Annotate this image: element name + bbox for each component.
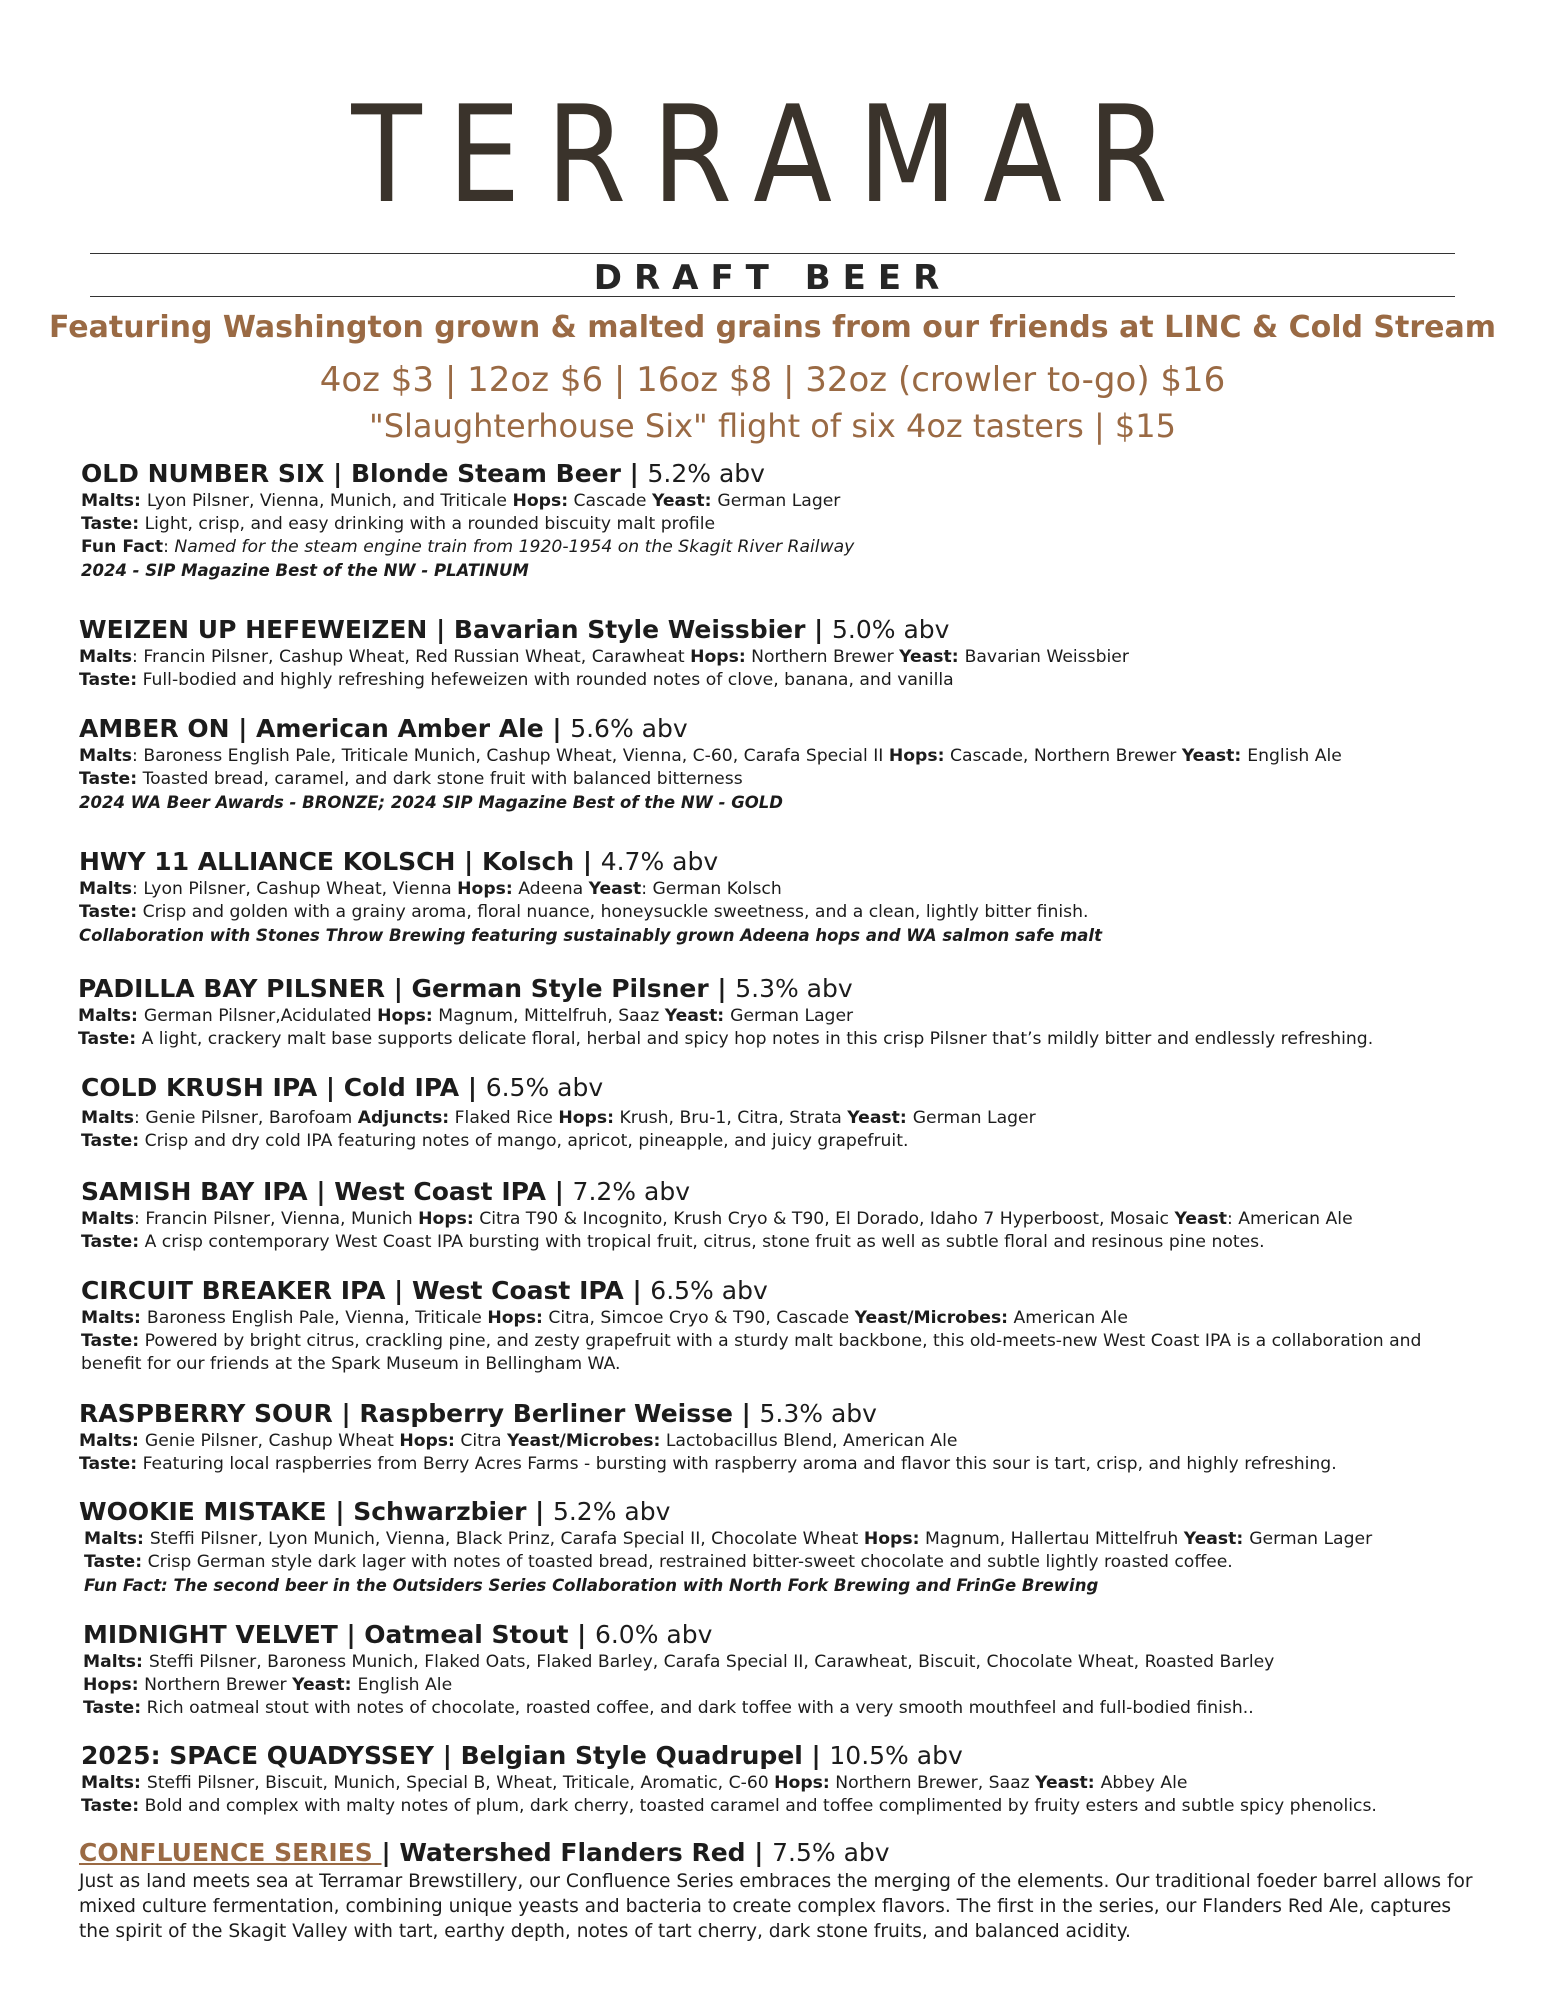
- beer-taste: Taste: Bold and complex with malty notes of plum, dark cherry, toasted caramel and toffee complimented by fruity esters and subtle spicy phenolics.: [81, 1796, 1377, 1816]
- beer-heading: WOOKIE MISTAKE | Schwarzbier | 5.2% abv: [79, 1497, 671, 1526]
- beer-weizen-up: [79, 614, 1545, 692]
- beer-samish-bay-ipa: [81, 1176, 1545, 1254]
- beer-taste: Taste: A crisp contemporary West Coast IPA bursting with tropical fruit, citrus, stone fruit as well as subtle floral and resinous pine notes.: [81, 1232, 1265, 1252]
- flight-line: "Slaughterhouse Six" flight of six 4oz tasters | $15: [369, 407, 1176, 445]
- beer-malts: Malts: Steffi Pilsner, Baroness Munich, Flaked Oats, Flaked Barley, Carafa Special II, Carawheat, Biscuit, Chocolate Wheat, Roasted Barley: [83, 1652, 1275, 1672]
- beer-heading: OLD NUMBER SIX | Blonde Steam Beer | 5.2% abv: [81, 459, 765, 488]
- beer-ingredients: Malts: Baroness English Pale, Triticale Munich, Cashup Wheat, Vienna, C-60, Carafa Special II Hops: Cascade, Northern Brewer Yeast: English Ale: [79, 746, 1342, 766]
- beer-heading: MIDNIGHT VELVET | Oatmeal Stout | 6.0% abv: [83, 1620, 713, 1649]
- beer-fun-fact: Fun Fact: Named for the steam engine train from 1920-1954 on the Skagit River Railway: [81, 537, 855, 557]
- beer-padilla-bay-pilsner: [78, 973, 1545, 1051]
- beer-heading: COLD KRUSH IPA | Cold IPA | 6.5% abv: [81, 1073, 604, 1102]
- beer-ingredients: Malts: Francin Pilsner, Cashup Wheat, Red Russian Wheat, Carawheat Hops: Northern Brewer Yeast: Bavarian Weissbier: [79, 647, 1129, 667]
- beer-cold-krush-ipa: [81, 1072, 1545, 1153]
- confluence-series-link[interactable]: CONFLUENCE SERIES: [79, 1838, 382, 1867]
- beer-heading: WEIZEN UP HEFEWEIZEN | Bavarian Style Weissbier | 5.0% abv: [79, 615, 950, 644]
- beer-space-quadyssey: [81, 1740, 1545, 1818]
- beer-heading: AMBER ON | American Amber Ale | 5.6% abv: [79, 714, 688, 743]
- beer-taste-continued: benefit for our friends at the Spark Museum in Bellingham WA.: [81, 1354, 621, 1374]
- beer-ingredients: Malts: Baroness English Pale, Vienna, Triticale Hops: Citra, Simcoe Cryo & T90, Cascade Yeast/Microbes: American Ale: [81, 1308, 1128, 1328]
- featuring-line: Featuring Washington grown & malted grains from our friends at LINC & Cold Stream: [48, 310, 1496, 345]
- confluence-heading: CONFLUENCE SERIES | Watershed Flanders Red | 7.5% abv: [79, 1838, 890, 1867]
- confluence-series: [79, 1837, 1545, 1944]
- beer-heading: PADILLA BAY PILSNER | German Style Pilsner | 5.3% abv: [78, 974, 853, 1003]
- beer-circuit-breaker-ipa: [81, 1275, 1545, 1376]
- beer-ingredients: Malts: Steffi Pilsner, Biscuit, Munich, Special B, Wheat, Triticale, Aromatic, C-60 Hops: Northern Brewer, Saaz Yeast: Abbey Ale: [81, 1773, 1188, 1793]
- beer-taste: Taste: Full-bodied and highly refreshing hefeweizen with rounded notes of clove, banana, and vanilla: [79, 670, 954, 690]
- bottom-divider: [90, 296, 1455, 297]
- beer-hops-yeast: Hops: Northern Brewer Yeast: English Ale: [83, 1675, 453, 1695]
- beer-taste: Taste: Powered by bright citrus, crackling pine, and zesty grapefruit with a sturdy malt backbone, this old-meets-new West Coast IPA is a collaboration and: [81, 1331, 1422, 1351]
- beer-raspberry-sour: [79, 1398, 1545, 1476]
- beer-midnight-velvet: [83, 1619, 1545, 1720]
- beer-taste: Taste: Crisp German style dark lager with notes of toasted bread, restrained bitter-sweet chocolate and subtle lightly roasted coffee.: [84, 1552, 1233, 1572]
- beer-wookie-mistake: [79, 1496, 1545, 1597]
- beer-ingredients: Malts: Genie Pilsner, Cashup Wheat Hops: Citra Yeast/Microbes: Lactobacillus Blend, American Ale: [79, 1431, 958, 1451]
- beer-award: 2024 WA Beer Awards - BRONZE; 2024 SIP Magazine Best of the NW - GOLD: [79, 793, 783, 812]
- beer-heading: SAMISH BAY IPA | West Coast IPA | 7.2% abv: [81, 1177, 690, 1206]
- beer-ingredients: Malts: Francin Pilsner, Vienna, Munich Hops: Citra T90 & Incognito, Krush Cryo & T90, El Dorado, Idaho 7 Hyperboost, Mosaic Yeast: American Ale: [81, 1209, 1353, 1229]
- beer-ingredients: Malts: Genie Pilsner, Barofoam Adjuncts: Flaked Rice Hops: Krush, Bru-1, Citra, Strata Yeast: German Lager: [81, 1108, 1036, 1128]
- beer-taste: Taste: Toasted bread, caramel, and dark stone fruit with balanced bitterness: [79, 769, 743, 789]
- beer-fun-fact: Fun Fact: The second beer in the Outsiders Series Collaboration with North Fork Brewing and FrinGe Brewing: [84, 1576, 1099, 1595]
- brand-logo: TERRAMAR: [351, 77, 1194, 233]
- beer-heading: HWY 11 ALLIANCE KOLSCH | Kolsch | 4.7% abv: [79, 847, 719, 876]
- beer-taste: Taste: Crisp and dry cold IPA featuring notes of mango, apricot, pineapple, and juicy grapefruit.: [81, 1131, 909, 1151]
- beer-taste: Taste: Crisp and golden with a grainy aroma, floral nuance, honeysuckle sweetness, and a clean, lightly bitter finish.: [79, 902, 1089, 922]
- beer-heading: 2025: SPACE QUADYSSEY | Belgian Style Quadrupel | 10.5% abv: [81, 1741, 963, 1770]
- beer-ingredients: Malts: Lyon Pilsner, Cashup Wheat, Vienna Hops: Adeena Yeast: German Kolsch: [79, 879, 782, 899]
- beer-ingredients: Malts: Steffi Pilsner, Lyon Munich, Vienna, Black Prinz, Carafa Special II, Chocolate Wheat Hops: Magnum, Hallertau Mittelfruh Yeast: German Lager: [84, 1529, 1373, 1549]
- beer-old-number-six: [81, 458, 1545, 582]
- beer-heading: RASPBERRY SOUR | Raspberry Berliner Weisse | 5.3% abv: [79, 1399, 877, 1428]
- beer-ingredients: Malts: German Pilsner,Acidulated Hops: Magnum, Mittelfruh, Saaz Yeast: German Lager: [78, 1006, 854, 1026]
- beer-amber-on: [79, 713, 1545, 814]
- beer-taste: Taste: Light, crisp, and easy drinking with a rounded biscuity malt profile: [81, 514, 716, 534]
- beer-ingredients: Malts: Lyon Pilsner, Vienna, Munich, and Triticale Hops: Cascade Yeast: German Lager: [81, 491, 841, 511]
- beer-taste: Taste: Rich oatmeal stout with notes of chocolate, roasted coffee, and dark toffee with a very smooth mouthfeel and full-bodied finish..: [83, 1698, 1254, 1718]
- beer-taste: Taste: A light, crackery malt base supports delicate floral, herbal and spicy hop notes in this crisp Pilsner that’s mildly bitter and endlessly refreshing.: [78, 1029, 1374, 1049]
- confluence-description: Just as land meets sea at Terramar Brewstillery, our Confluence Series embraces the merging of the elements. Our traditional foeder barrel allows for mixed culture fermentation, combining unique yeasts and bacteria to create complex flavors. The first in the series, our Flanders Red Ale, captures the spirit of the Skagit Valley with tart, earthy depth, notes of tart cherry, dark stone fruits, and balanced acidity.: [79, 1871, 1473, 1942]
- top-divider: [90, 253, 1455, 254]
- beer-collab-note: Collaboration with Stones Throw Brewing featuring sustainably grown Adeena hops and WA salmon safe malt: [79, 926, 1102, 945]
- beer-heading: CIRCUIT BREAKER IPA | West Coast IPA | 6.5% abv: [81, 1276, 768, 1305]
- price-line: 4oz $3 | 12oz $6 | 16oz $8 | 32oz (crowler to-go) $16: [319, 360, 1226, 400]
- beer-hwy-11-kolsch: [79, 846, 1545, 947]
- section-title: DRAFT BEER: [593, 258, 952, 298]
- beer-award: 2024 - SIP Magazine Best of the NW - PLATINUM: [81, 561, 529, 580]
- beer-taste: Taste: Featuring local raspberries from Berry Acres Farms - bursting with raspberry aroma and flavor this sour is tart, crisp, and highly refreshing.: [79, 1454, 1337, 1474]
